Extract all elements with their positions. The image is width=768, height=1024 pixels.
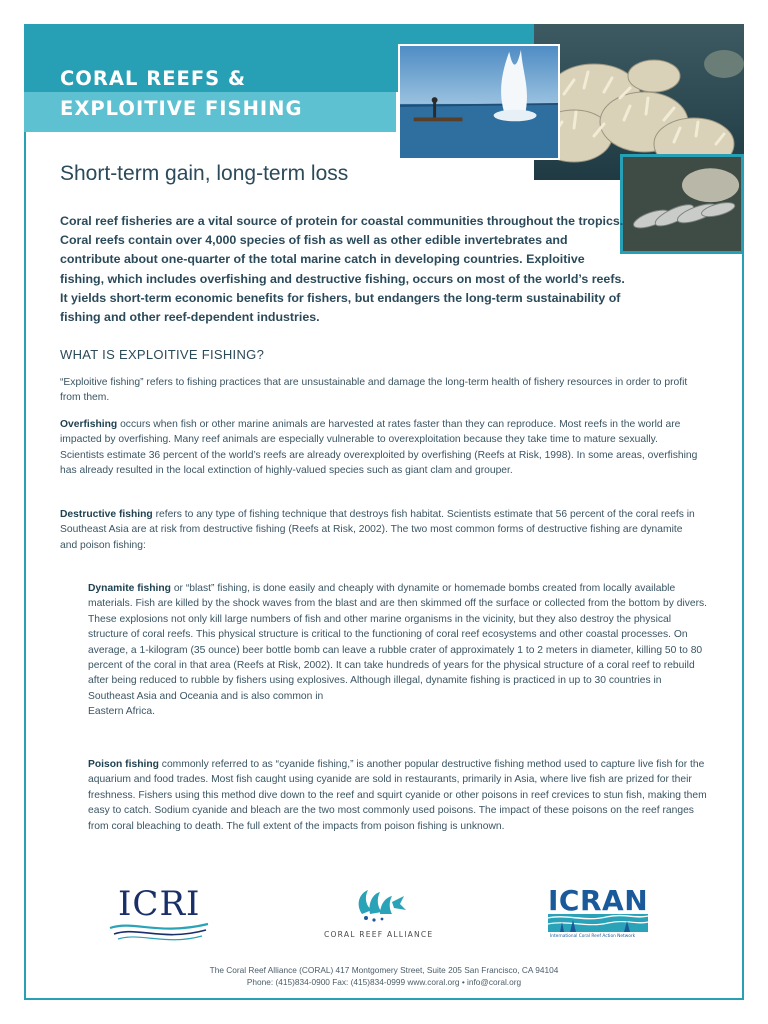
poison-fishing-text: commonly referred to as “cyanide fishing,” is another popular destructive fishing method used to capture live fish for the aquarium and food trades. Most fish caught using cyanide are sold in restaurants, primarily in Asia, where live fish are prized for their freshness. Fishers using this method dive down to the reef and squirt cyanide or other poisons in reef crevices to stun fish, making them easy to catch. Sodium cyanide and bleach are the two most commonly used poisons. The impact of these poisons on the reef ranges from coral bleaching to death. The full extent of the impacts from poison fishing is unknown.: [88, 759, 707, 832]
dynamite-fishing-text: or “blast” fishing, is done easily and cheaply with dynamite or homemade bombs created from locally available materials. Fish are killed by the shock waves from the blast and are then skimmed off the surface or collected from the bottom by divers. These explosions not only kill large numbers of fish and other marine organisms in the vicinity, but they also destroy the physical structure of coral reefs. This physical structure is critical to the functioning of coral reef ecosystems and other coastal processes. On average, a 1-kilogram (35 ounce) beer bottle bomb can leave a rubble crater of approximately 1 to 2 meters in diameter, killing 50 to 80 percent of the coral in that area (Reefs at Risk, 2002). It can take hundreds of years for the physical structure of a coral reef to rebuild after being reduced to rubble by fishers using explosives. Although illegal, dynamite fishing is practiced in up to 30 countries in Southeast Asia and Oceania and is also common in: [88, 583, 708, 702]
footer-contact: Phone: (415)834-0900 Fax: (415)834-0999 www.coral.org • info@coral.org: [246, 976, 522, 987]
section-heading: WHAT IS EXPLOITIVE FISHING?: [60, 347, 265, 362]
intro-paragraph: Coral reef fisheries are a vital source of protein for coastal communities throughout the tropics. Coral reefs contain over 4,000 species of fish as well as other edible invertebrates and contribute about one-quarter of the total marine catch in developing countries. Exploitive fishing, which includes overfishing and destructive fishing, occurs on most of the world’s reefs. It yields short-term economic benefits for fishers, but endangers the long-term sustainability of fishing and other reef-dependent industries.: [60, 214, 625, 325]
overfishing-term: Overfishing: [60, 419, 118, 430]
overfishing-text: occurs when fish or other marine animals are harvested at rates faster than they can reproduce. Most reefs in the world are impacted by overfishing. Many reef animals are especially vulnerable to overexploitation because they take time to mature sexually. Scientists estimate 36 percent of the world’s reefs are already overexploited by overfishing (Reefs at Risk, 1998). In some areas, overfishing has already resulted in the local extinction of highly-valued species such as giant clam and grouper.: [60, 419, 698, 477]
destructive-fishing-paragraph: [60, 507, 702, 553]
dynamite-fishing-tail: Eastern Africa.: [88, 706, 155, 718]
dynamite-fishing-term: Dynamite fishing: [88, 583, 171, 594]
icran-logo-subtext: International Coral Reef Action Network: [550, 934, 636, 939]
poison-fishing-paragraph: [88, 757, 710, 834]
definition-paragraph: “Exploitive fishing” refers to fishing practices that are unsustainable and damage the long-term health of fishery resources in order to profit from them.: [60, 377, 688, 404]
title-line-2: EXPLOITIVE FISHING: [60, 97, 303, 120]
title-line-1: CORAL REEFS &: [60, 67, 247, 90]
dynamite-blast-photo: [398, 44, 560, 160]
destructive-fishing-text: refers to any type of fishing technique that destroys fish habitat. Scientists estimate that 56 percent of the coral reefs in Southeast Asia are at risk from destructive fishing (Reefs at Risk, 2002). The two most common forms of destructive fishing are dynamite and poison fishing:: [60, 509, 695, 551]
dynamite-fishing-paragraph: [88, 581, 710, 720]
icri-logo-text: ICRI: [118, 884, 201, 924]
page-title: [60, 64, 303, 124]
coral-reef-alliance-logo-text: CORAL REEF ALLIANCE: [324, 930, 434, 939]
footer-address: The Coral Reef Alliance (CORAL) 417 Montgomery Street, Suite 205 San Francisco, CA 94104: [209, 965, 559, 975]
footer: [24, 965, 744, 988]
icran-logo-text: ICRAN: [548, 884, 649, 917]
dead-fish-photo: [620, 154, 744, 254]
overfishing-paragraph: [60, 417, 702, 479]
destructive-fishing-term: Destructive fishing: [60, 509, 153, 520]
subtitle: Short-term gain, long-term loss: [60, 162, 349, 185]
poison-fishing-term: Poison fishing: [88, 759, 159, 770]
